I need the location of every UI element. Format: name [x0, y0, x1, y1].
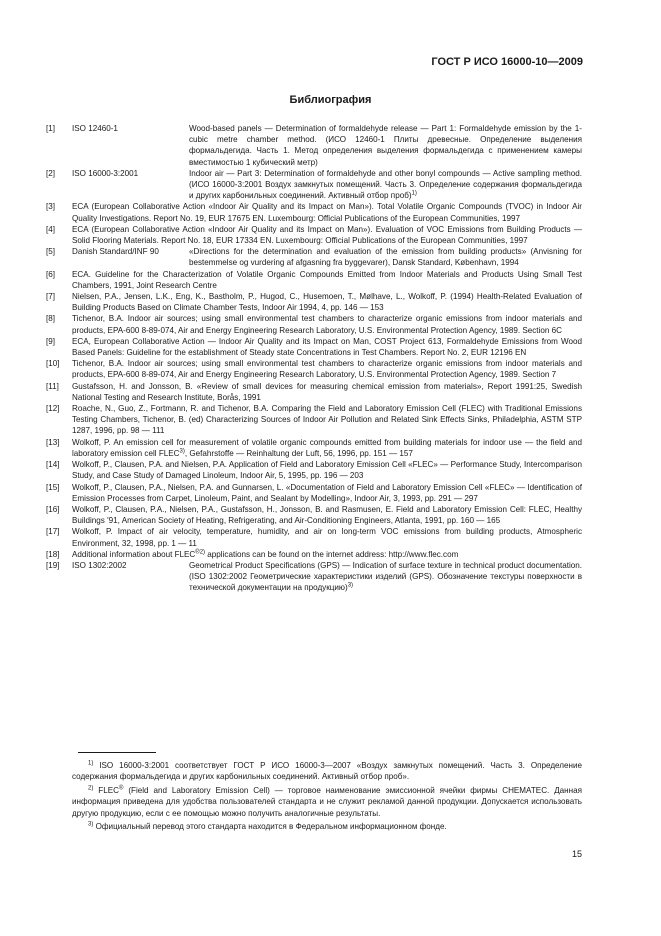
- footnote-ref: ®2): [195, 549, 206, 556]
- bib-entry: [46, 459, 582, 481]
- bib-text: ECA. Guideline for the Characterization of Volatile Organic Compounds Emitted from Indoor Materials and Products Using Small Test Chambers, 1991, Joint Research Centre: [72, 269, 582, 290]
- footnote: $^{3)}$ Официальный перевод этого стандарта находится в Федеральном информационном фонде.: [88, 821, 447, 832]
- bib-text: Tichenor, B.A. Indoor air sources; using small environmental test chambers to characterize organic emissions from indoor materials and products, EPA-600 8-89-074, Air and Energy Engineering Research Laboratory, U.S. Environmental Protection Agency, 1989. Section 7: [72, 359, 582, 380]
- bib-number: [19]: [46, 560, 60, 570]
- bibliography-list: [46, 123, 582, 594]
- bib-text: Wolkoff, P., Clausen, P.A., Nielsen, P.A., Gustafsson, H., Jonsson, B. and Rasmusen, E. Field and Laboratory Emission Cell: FLEC, Healthy Buildings '91, American Society of Heating, Refrigerating, and Air-Conditioning Engineers, Atlanta, 1991, pp. 160 — 165: [72, 504, 582, 526]
- bib-entry: [46, 560, 582, 594]
- bib-standard: ISO 12460-1: [72, 124, 118, 133]
- bib-entry: [46, 437, 582, 459]
- bib-number: [5]: [46, 247, 55, 257]
- bib-entry: [46, 313, 582, 335]
- bib-standard: ISO 1302:2002: [72, 560, 127, 570]
- bib-number: [7]: [46, 292, 55, 302]
- bib-entry: [46, 336, 582, 358]
- footnote-mark: 2): [88, 785, 94, 792]
- bib-number: [18]: [46, 549, 60, 559]
- bib-number: [3]: [46, 202, 55, 212]
- bib-entry: [46, 482, 582, 504]
- section-title: Библиография: [289, 94, 372, 106]
- footnote-separator: [78, 752, 156, 753]
- bib-text: Gustafsson, H. and Jonsson, B. «Review of small devices for measuring chemical emission from materials», Report 1991:25, Swedish National Testing and Research Institute, Borås, 1991: [72, 381, 582, 402]
- bib-entry: [46, 123, 582, 168]
- bib-number: [4]: [46, 224, 55, 234]
- bib-text: Nielsen, P.A., Jensen, L.K., Eng, K., Bastholm, P., Hugod, C., Husemoen, T., Mølhave, L., Wolkoff, P. (1994) Health-Related Evaluation of Building Products Based on Climate Chamber Tests, Indoor Air 1994, 4, pp. 146 — 153: [72, 292, 582, 313]
- bib-text: Wood-based panels — Determination of formaldehyde release — Part 1: Formaldehyde emission by the 1-cubic metre chamber method. (ИСО 12460-1 Плиты древесные. Определение выделения формальдегида. Часть 1. Метод определения выделения формальдегида с применением камеры вместимостью 1 кубический метр): [189, 124, 582, 167]
- bib-text: ECA (European Collaborative Action «Indoor Air Quality and its Impact on Man»). Total Volatile Organic Compounds (TVOC) in Indoor Air Quality Investigations. Report No. 19, EUR 17675 EN. Luxembourg: Official Publications of the European Communities, 1997: [72, 202, 582, 223]
- bib-number: [16]: [46, 504, 60, 514]
- bib-number: [10]: [46, 359, 60, 369]
- bib-text: Wolkoff, P. Impact of air velocity, temperature, humidity, and air on long-term VOC emissions from building products, Atmospheric Environment, 32, 1998, pp. 1 — 11: [72, 527, 582, 548]
- bib-number: [17]: [46, 527, 60, 537]
- bib-number: [13]: [46, 437, 60, 447]
- bib-standard: Danish Standard/INF 90: [72, 247, 159, 257]
- bib-text: Indoor air — Part 3: Determination of formaldehyde and other bonyl compounds — Active sampling method. (ИСО 16000-3:2001 Воздух замкнутых помещений. Часть 3. Определение содержания формальдегида и других карбонильных соединений. Активный отбор проб)$^{1)}$: [189, 168, 582, 201]
- bib-number: [15]: [46, 482, 60, 492]
- page-number: 15: [571, 849, 582, 859]
- bib-number: [2]: [46, 168, 55, 178]
- bib-entry: [46, 246, 582, 268]
- bib-number: [8]: [46, 314, 55, 324]
- bib-number: [12]: [46, 404, 60, 414]
- bib-text: Wolkoff, P., Clausen, P.A., Nielsen, P.A. and Gunnarsen, L. «Documentation of Field and Laboratory Emission Cell «FLEC» — Identification of Emission Processes from Carpet, Linoleum, Paint, and Sealant by Modelling», Indoor Air, 3, 1993, pp. 291 — 297: [72, 482, 582, 503]
- footnote-mark: 3): [88, 821, 94, 828]
- bib-entry: [46, 526, 582, 548]
- bib-entry: [46, 504, 582, 526]
- bib-entry: [46, 201, 582, 223]
- bib-text: ECA (European Collaborative Action «Indoor Air Quality and its Impact on Man»). Evaluation of VOC Emissions from Building Products — Solid Flooring Materials. Report No. 18, EUR 17334 EN. Luxembourg: Official Publications of the European Communities, 1997: [72, 224, 582, 246]
- bib-text: Roache, N., Guo, Z., Fortmann, R. and Tichenor, B.A. Comparing the Field and Laboratory Emission Cell (FLEC) with Traditional Emissions Testing Chambers, Tichenor, B. (ed) Characterizing Sources of Indoor Air Pollution and Related Sink Effects Sinks, Philadelphia, ASTM STP 1287, 1996, pp. 98 — 111: [72, 404, 582, 436]
- bib-number: [9]: [46, 336, 55, 346]
- bib-entry: [46, 291, 582, 313]
- footnote-ref: 1): [411, 190, 417, 197]
- footnotes: [72, 760, 582, 834]
- bib-number: [11]: [46, 381, 59, 391]
- bib-entry: [46, 168, 582, 202]
- bib-text: Geometrical Product Specifications (GPS) — Indication of surface texture in technical product documentation. (ISO 1302:2002 Геометрические характеристики изделий (GPS). Обозначение текстуры поверхности в технической документации на продукцию)$^{3)}$: [189, 560, 582, 593]
- bib-standard: ISO 16000-3:2001: [72, 168, 139, 178]
- bib-text: ECA, European Collaborative Action — Indoor Air Quality and its Impact on Man, COST Project 613, Formaldehyde Emissions from Wood Based Panels: Guideline for the establishment of Steady state Concentrations in Test Chambers. Report No. 2, EUR 12196 EN: [72, 336, 582, 358]
- bib-text: «Directions for the determination and evaluation of the emission from building products» (Anvisning for bestemmelse og vurdering af afgasning fra byggevarer), Dansk Standard, København, 1994: [189, 247, 582, 268]
- bib-text: Additional information about $FLEC^{®2)}$ applications can be found on the internet address: http://www.flec.com: [72, 549, 459, 559]
- footnote: $^{2)}$ FLEC® (Field and Laboratory Emission Cell) — торговое наименование эмиссионной ячейки фирмы CHEMATEC. Данная информация приведена для удобства пользователей стандарта и не служит рекламой данной продукции. Допускается использовать другую продукцию, если с ее помощью можно получить аналогичные результаты.: [72, 785, 583, 818]
- bib-entry: [46, 269, 582, 291]
- document-header: ГОСТ Р ИСО 16000-10—2009: [431, 56, 583, 68]
- bib-number: [6]: [46, 269, 55, 279]
- footnote-mark: 1): [88, 760, 94, 767]
- footnote-ref: 3): [179, 448, 185, 455]
- bib-text: Wolkoff, P., Clausen, P.A. and Nielsen, P.A. Application of Field and Laboratory Emission Cell «FLEC» — Performance Study, Intercomparison Study, and Case Study of Damaged Linoleum, Indoor Air, 5, 1995, pp. 196 — 203: [72, 460, 582, 481]
- bib-entry: [46, 403, 582, 437]
- bib-entry: [46, 224, 582, 246]
- bib-number: [1]: [46, 124, 55, 133]
- bib-text: Wolkoff, P. An emission cell for measurement of volatile organic compounds emitted from building materials for indoor use — the field and laboratory emission cell FLEC$^{3)}$, Gefahrstoffe — Reinhaltung der Luft, 56, 1996, pp. 151 — 157: [72, 437, 582, 458]
- bib-entry: [46, 381, 582, 403]
- bib-text: Tichenor, B.A. Indoor air sources; using small environmental test chambers to characterize organic emissions from indoor materials and products, EPA-600 8-89-074, Air and Energy Engineering Research Laboratory, U.S. Environmental Protection Agency, 1989. Section 6C: [72, 314, 582, 335]
- bib-entry: [46, 549, 582, 560]
- bib-number: [14]: [46, 460, 60, 470]
- footnote: $^{1)}$ ISO 16000-3:2001 соответствует ГОСТ Р ИСО 16000-3—2007 «Воздух замкнутых помещений. Часть 3. Определение содержания формальдегида и других карбонильных соединений. Активный отбор проб».: [72, 760, 582, 782]
- footnote-ref: 3): [347, 582, 354, 589]
- bib-entry: [46, 358, 582, 380]
